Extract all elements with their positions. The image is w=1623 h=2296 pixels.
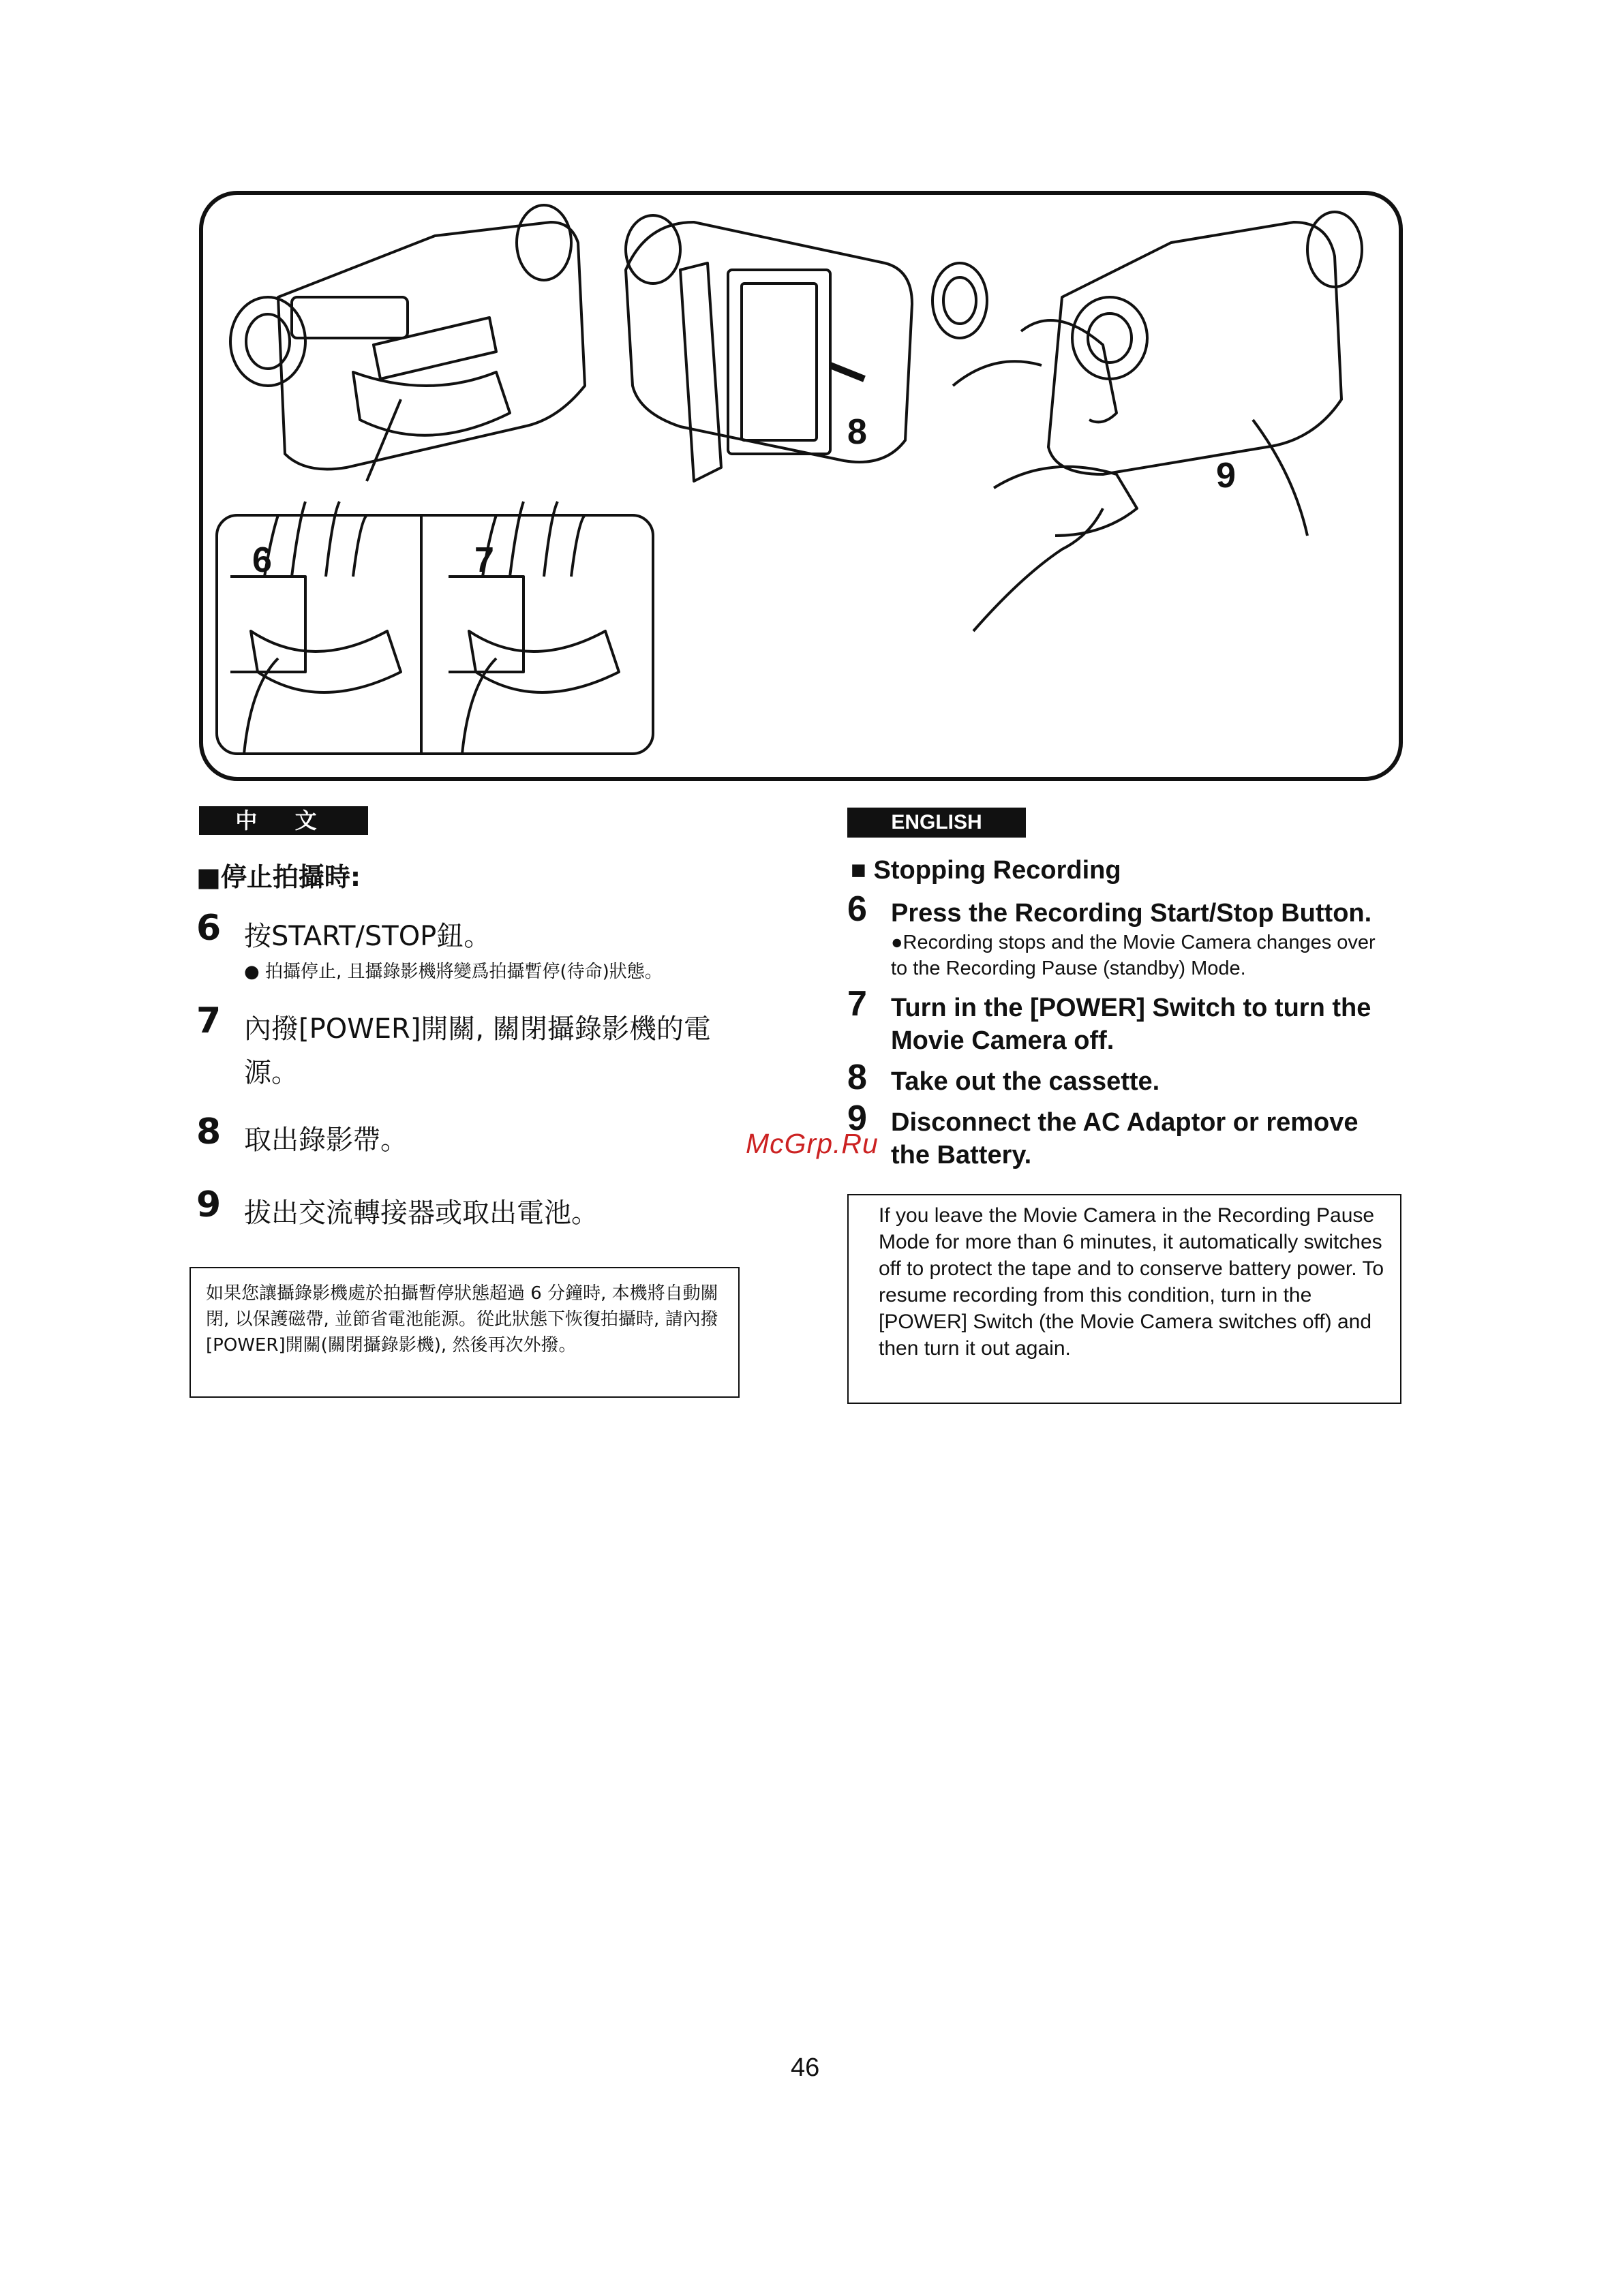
section-label-en: ENGLISH: [847, 808, 1026, 838]
en-step-text: Press the Recording Start/Stop Button.: [891, 899, 1372, 928]
zh-note-box: 如果您讓攝錄影機處於拍攝暫停狀態超過 6 分鐘時, 本機將自動關閉, 以保護磁帶, 並節省電池能源。從此狀態下恢復拍攝時, 請內撥[POWER]開關(關閉攝錄影機), 然後再次外撥。: [189, 1267, 740, 1398]
en-step-text: Disconnect the AC Adaptor or remove the Battery.: [891, 1108, 1359, 1169]
en-note-box: If you leave the Movie Camera in the Recording Pause Mode for more than 6 minutes, it automatically switches off to protect the tape and to conserve battery power. To resume recording from this condition, turn in the [POWER] Switch (the Movie Camera switches off) and then turn it out again.: [847, 1194, 1401, 1404]
hand-press-button-illustration: [217, 502, 653, 754]
zh-heading: ■停止拍攝時:: [196, 862, 361, 892]
section-label-zh: 中 文: [199, 806, 368, 835]
zh-step-text: 內撥[POWER]開關, 關閉攝錄影機的電源。: [244, 1013, 711, 1088]
illustration-frame: [199, 191, 1403, 781]
page-number: 46: [791, 2053, 820, 2082]
battery-remove-illustration: [953, 212, 1362, 631]
step-number: 9: [847, 1099, 867, 1138]
callout-7: 7: [474, 540, 494, 580]
en-step-text: Take out the cassette.: [891, 1067, 1160, 1096]
zh-step-bullet: ● 拍攝停止, 且攝錄影機將變爲拍攝暫停(待命)狀態。: [244, 962, 663, 982]
en-step-text: Turn in the [POWER] Switch to turn the Movie Camera off.: [891, 994, 1371, 1055]
zh-step-text: 取出錄影帶。: [244, 1124, 408, 1156]
step-number: 7: [196, 1000, 222, 1041]
cassette-eject-illustration: [626, 215, 987, 481]
step-number: 8: [196, 1112, 222, 1152]
callout-6: 6: [252, 540, 272, 580]
step-number: 7: [847, 984, 867, 1024]
callout-8: 8: [847, 412, 867, 452]
step-number: 6: [847, 889, 867, 929]
callout-9: 9: [1216, 456, 1236, 495]
zh-step-text: 按START/STOP鈕。: [244, 921, 491, 952]
step-number: 9: [196, 1184, 222, 1225]
en-heading: ■ Stopping Recording: [851, 856, 1121, 885]
zh-step-text: 拔出交流轉接器或取出電池。: [244, 1197, 598, 1229]
step-number: 6: [196, 908, 222, 949]
step-number: 8: [847, 1058, 867, 1097]
en-step-sub: ●Recording stops and the Movie Camera changes over to the Recording Pause (standby) Mode.: [891, 932, 1376, 979]
camcorder-left-illustration: [230, 205, 585, 481]
watermark: McGrp.Ru: [746, 1128, 879, 1159]
